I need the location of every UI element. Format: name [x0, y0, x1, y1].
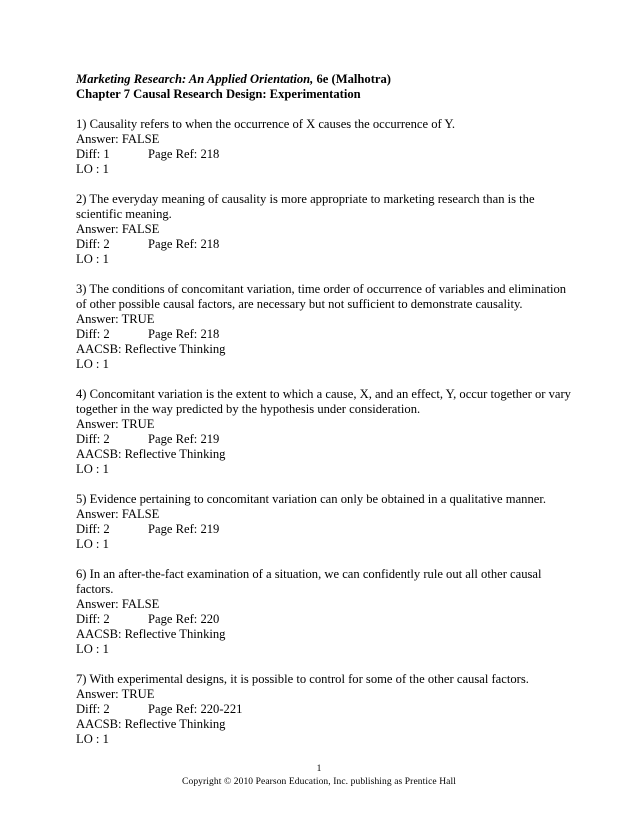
question-item — [76, 567, 576, 657]
aacsb-line: AACSB: Reflective Thinking — [76, 717, 226, 731]
question-stem: 6) In an after-the-fact examination of a situation, we can confidently rule out all other causal factors. — [76, 567, 542, 596]
page-number: 1 — [316, 764, 322, 774]
question-item — [76, 282, 576, 372]
difficulty-line — [76, 147, 576, 162]
difficulty-line — [76, 522, 576, 537]
learning-objective: LO : 1 — [76, 537, 109, 551]
page-reference: Page Ref: 219 — [148, 522, 220, 536]
question-stem: 2) The everyday meaning of causality is more appropriate to marketing research than is the scientific meaning. — [76, 192, 535, 221]
book-title-line — [76, 72, 576, 87]
difficulty: Diff: 2 — [76, 522, 110, 536]
answer-line: Answer: TRUE — [76, 687, 155, 701]
copyright-notice: Copyright © 2010 Pearson Education, Inc. publishing as Prentice Hall — [182, 777, 456, 787]
difficulty-line — [76, 237, 576, 252]
question-list — [76, 117, 576, 747]
edition: 6e (Malhotra) — [313, 72, 391, 86]
chapter-title: Chapter 7 Causal Research Design: Experimentation — [76, 87, 361, 101]
page-reference: Page Ref: 219 — [148, 432, 220, 446]
page-reference: Page Ref: 220 — [148, 612, 220, 626]
aacsb-line: AACSB: Reflective Thinking — [76, 447, 226, 461]
difficulty: Diff: 2 — [76, 327, 110, 341]
question-item — [76, 672, 576, 747]
answer-line: Answer: FALSE — [76, 597, 160, 611]
difficulty: Diff: 2 — [76, 432, 110, 446]
difficulty: Diff: 1 — [76, 147, 110, 161]
page-reference: Page Ref: 218 — [148, 237, 220, 251]
document-page — [76, 72, 576, 747]
difficulty: Diff: 2 — [76, 702, 110, 716]
question-item — [76, 387, 576, 477]
learning-objective: LO : 1 — [76, 642, 109, 656]
difficulty-line — [76, 702, 576, 717]
difficulty-line — [76, 327, 576, 342]
learning-objective: LO : 1 — [76, 357, 109, 371]
page-reference: Page Ref: 220-221 — [148, 702, 243, 716]
learning-objective: LO : 1 — [76, 462, 109, 476]
document-header — [76, 72, 576, 102]
question-stem: 7) With experimental designs, it is possible to control for some of the other causal factors. — [76, 672, 529, 686]
difficulty: Diff: 2 — [76, 612, 110, 626]
learning-objective: LO : 1 — [76, 162, 109, 176]
aacsb-line: AACSB: Reflective Thinking — [76, 627, 226, 641]
answer-line: Answer: TRUE — [76, 312, 155, 326]
question-stem: 5) Evidence pertaining to concomitant variation can only be obtained in a qualitative manner. — [76, 492, 547, 506]
page-reference: Page Ref: 218 — [148, 147, 220, 161]
answer-line: Answer: TRUE — [76, 417, 155, 431]
difficulty: Diff: 2 — [76, 237, 110, 251]
answer-line: Answer: FALSE — [76, 132, 160, 146]
question-item — [76, 492, 576, 552]
question-stem: 1) Causality refers to when the occurrence of X causes the occurrence of Y. — [76, 117, 456, 131]
page-reference: Page Ref: 218 — [148, 327, 220, 341]
question-stem: 4) Concomitant variation is the extent to which a cause, X, and an effect, Y, occur together or vary together in the way predicted by the hypothesis under consideration. — [76, 387, 571, 416]
learning-objective: LO : 1 — [76, 252, 109, 266]
question-item — [76, 192, 576, 267]
difficulty-line — [76, 612, 576, 627]
difficulty-line — [76, 432, 576, 447]
book-title: Marketing Research: An Applied Orientation, — [76, 72, 314, 86]
learning-objective: LO : 1 — [76, 732, 109, 746]
question-item — [76, 117, 576, 177]
answer-line: Answer: FALSE — [76, 507, 160, 521]
answer-line: Answer: FALSE — [76, 222, 160, 236]
question-stem: 3) The conditions of concomitant variation, time order of occurrence of variables and elimination of other possible causal factors, are necessary but not sufficient to demonstrate causality. — [76, 282, 567, 311]
aacsb-line: AACSB: Reflective Thinking — [76, 342, 226, 356]
